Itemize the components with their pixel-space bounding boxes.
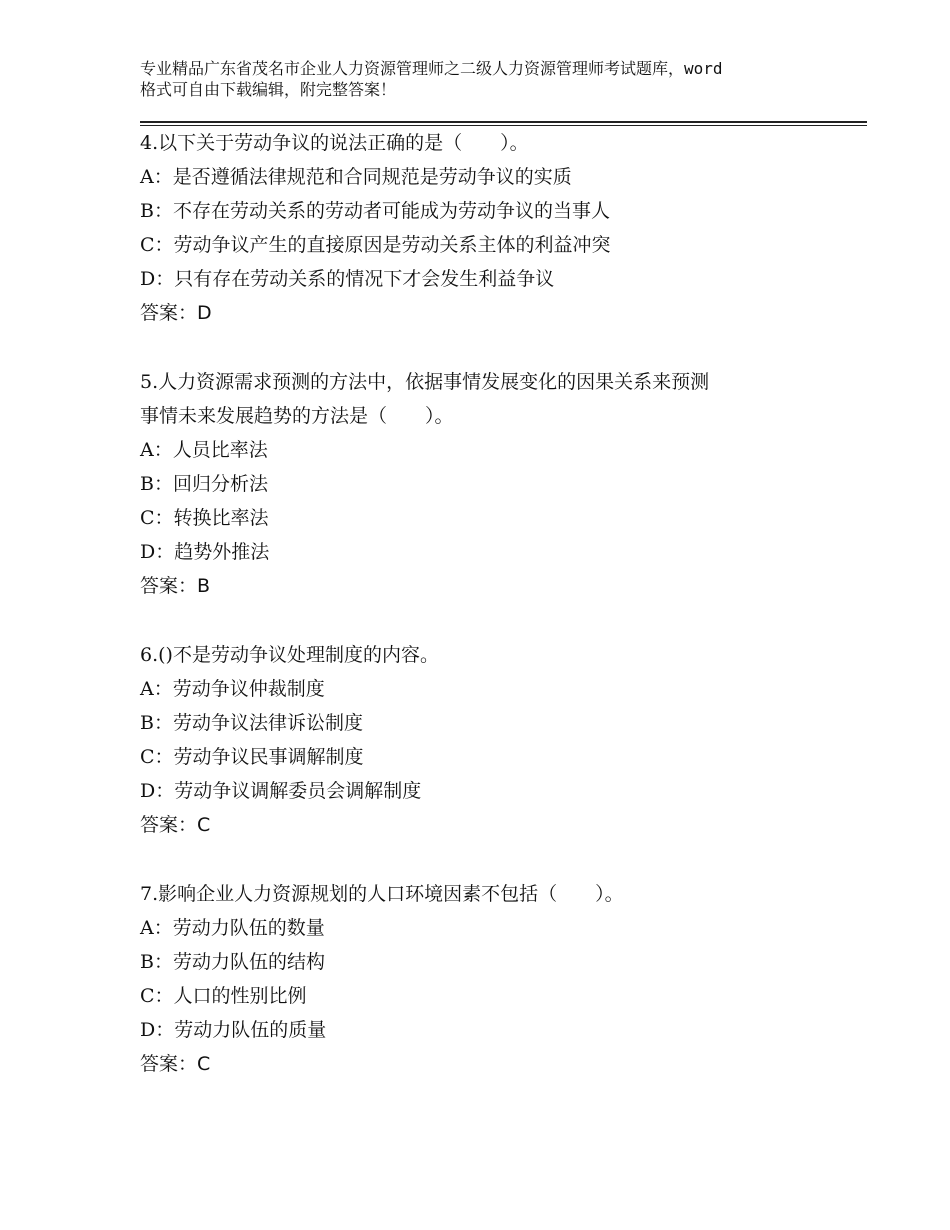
answer-label: 答案：C (140, 814, 211, 836)
answer-label: 答案：B (140, 575, 211, 597)
option-b: B：不存在劳动关系的劳动者可能成为劳动争议的当事人 (140, 200, 610, 222)
option-a: A：是否遵循法律规范和合同规范是劳动争议的实质 (140, 166, 572, 188)
option-d: D：劳动争议调解委员会调解制度 (140, 780, 422, 802)
answer-label: 答案：C (140, 1053, 211, 1075)
option-b: B：劳动力队伍的结构 (140, 951, 325, 973)
option-a: A：劳动力队伍的数量 (140, 917, 325, 939)
answer-label: 答案：D (140, 302, 212, 324)
header-divider-thick (140, 121, 867, 123)
header-title-line-1: 专业精品广东省茂名市企业人力资源管理师之二级人力资源管理师考试题库，word (140, 59, 723, 78)
option-b: B：回归分析法 (140, 473, 268, 495)
question-stem: 7.影响企业人力资源规划的人口环境因素不包括（ ）。 (140, 883, 624, 905)
question-5 (140, 365, 860, 603)
question-stem-continued: 事情未来发展趋势的方法是（ ）。 (140, 405, 454, 427)
question-4 (140, 126, 860, 330)
option-c: C：劳动争议产生的直接原因是劳动关系主体的利益冲突 (140, 234, 611, 256)
option-c: C：劳动争议民事调解制度 (140, 746, 364, 768)
option-b: B：劳动争议法律诉讼制度 (140, 712, 363, 734)
option-d: D：趋势外推法 (140, 541, 270, 563)
option-c: C：人口的性别比例 (140, 985, 307, 1007)
question-stem: 6.()不是劳动争议处理制度的内容。 (140, 644, 439, 666)
document-header (140, 58, 840, 100)
option-d: D：劳动力队伍的质量 (140, 1019, 327, 1041)
option-a: A：人员比率法 (140, 439, 268, 461)
option-d: D：只有存在劳动关系的情况下才会发生利益争议 (140, 268, 555, 290)
question-6 (140, 638, 860, 842)
option-c: C：转换比率法 (140, 507, 269, 529)
question-stem: 5.人力资源需求预测的方法中，依据事情发展变化的因果关系来预测 (140, 371, 710, 393)
question-stem: 4.以下关于劳动争议的说法正确的是（ ）。 (140, 132, 529, 154)
header-title-line-2: 格式可自由下载编辑，附完整答案！ (140, 80, 397, 99)
option-a: A：劳动争议仲裁制度 (140, 678, 325, 700)
question-7 (140, 877, 860, 1081)
